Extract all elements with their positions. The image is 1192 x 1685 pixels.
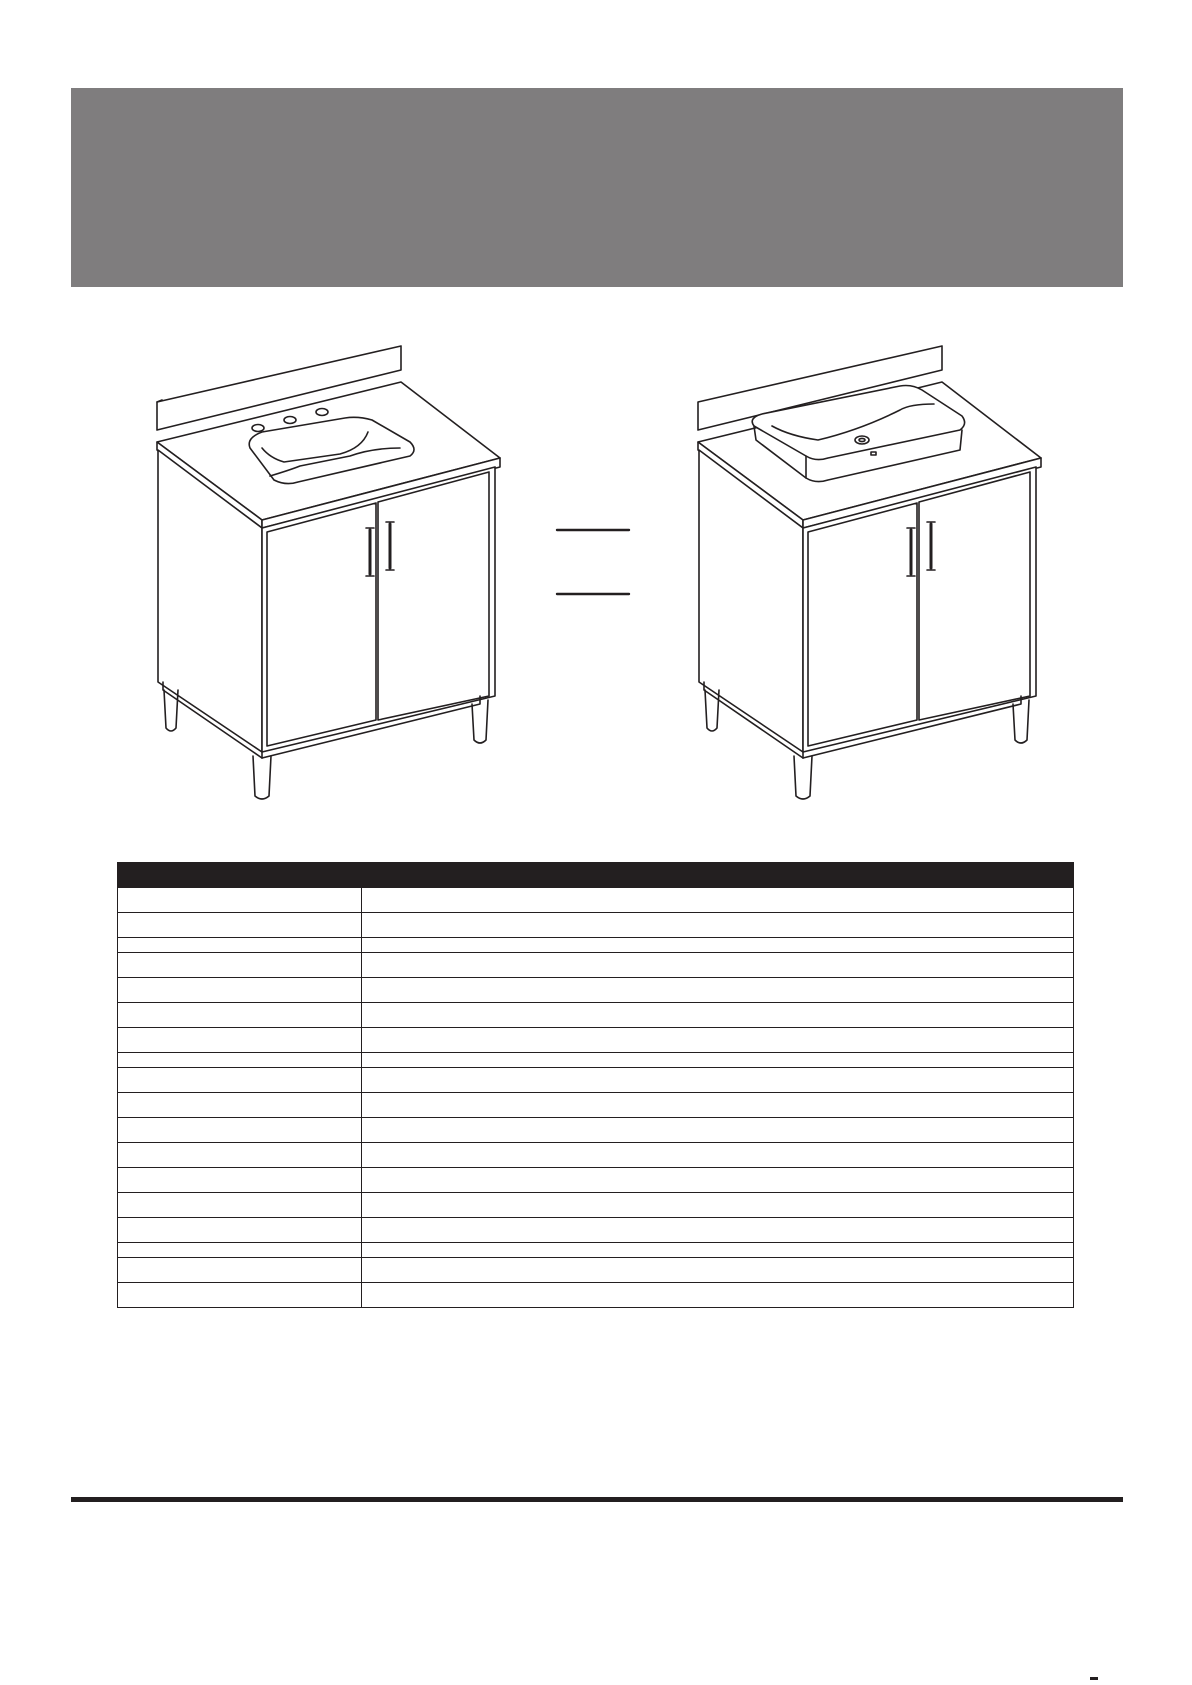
table-cell bbox=[362, 1168, 1074, 1193]
table-row bbox=[118, 1118, 1074, 1143]
table-row bbox=[118, 1283, 1074, 1308]
table-cell bbox=[362, 938, 1074, 953]
table-cell bbox=[118, 1258, 362, 1283]
table-cell bbox=[362, 1258, 1074, 1283]
header-banner bbox=[71, 88, 1123, 287]
table-row bbox=[118, 1143, 1074, 1168]
table-cell bbox=[362, 1053, 1074, 1068]
table-cell bbox=[118, 1168, 362, 1193]
table-cell bbox=[362, 1118, 1074, 1143]
table-row bbox=[118, 1068, 1074, 1093]
table-cell bbox=[118, 1028, 362, 1053]
table-row bbox=[118, 1243, 1074, 1258]
table-row bbox=[118, 938, 1074, 953]
table-cell bbox=[362, 1093, 1074, 1118]
table-row bbox=[118, 1218, 1074, 1243]
table-cell bbox=[118, 1243, 362, 1258]
table-cell bbox=[118, 1193, 362, 1218]
table-row bbox=[118, 1168, 1074, 1193]
table-row bbox=[118, 913, 1074, 938]
table-cell bbox=[362, 1283, 1074, 1308]
table-header-cell bbox=[118, 863, 362, 888]
table-cell bbox=[362, 978, 1074, 1003]
table-cell bbox=[362, 953, 1074, 978]
table-row bbox=[118, 1053, 1074, 1068]
product-illustration bbox=[0, 330, 1192, 810]
table-cell bbox=[118, 938, 362, 953]
table-cell bbox=[362, 1143, 1074, 1168]
table-cell bbox=[118, 913, 362, 938]
table-cell bbox=[118, 1068, 362, 1093]
table-cell bbox=[362, 1193, 1074, 1218]
equals-sign-icon bbox=[557, 530, 629, 594]
table-cell bbox=[118, 888, 362, 913]
footer-divider bbox=[71, 1497, 1123, 1502]
table-cell bbox=[362, 1243, 1074, 1258]
table-cell bbox=[362, 1068, 1074, 1093]
table-row bbox=[118, 1003, 1074, 1028]
vanity-with-vessel-sink-icon bbox=[698, 346, 1041, 799]
table-cell bbox=[118, 953, 362, 978]
table-row bbox=[118, 1093, 1074, 1118]
table-cell bbox=[118, 1143, 362, 1168]
table-header-cell bbox=[362, 863, 1074, 888]
table-cell bbox=[118, 1218, 362, 1243]
specification-table bbox=[117, 862, 1074, 1308]
table-row bbox=[118, 953, 1074, 978]
page-number-mark bbox=[1090, 1677, 1098, 1680]
table-cell bbox=[118, 1053, 362, 1068]
table-cell bbox=[118, 978, 362, 1003]
vanity-with-undermount-sink-icon bbox=[157, 346, 500, 799]
table-cell bbox=[118, 1118, 362, 1143]
table-row bbox=[118, 1028, 1074, 1053]
table-cell bbox=[362, 1028, 1074, 1053]
table-cell bbox=[118, 1093, 362, 1118]
table-cell bbox=[362, 1003, 1074, 1028]
table-row bbox=[118, 978, 1074, 1003]
table-row bbox=[118, 888, 1074, 913]
table-cell bbox=[118, 1283, 362, 1308]
table-cell bbox=[362, 1218, 1074, 1243]
table-cell bbox=[362, 913, 1074, 938]
table-cell bbox=[118, 1003, 362, 1028]
table-cell bbox=[362, 888, 1074, 913]
table-row bbox=[118, 1193, 1074, 1218]
table-header-row bbox=[118, 863, 1074, 888]
table-row bbox=[118, 1258, 1074, 1283]
